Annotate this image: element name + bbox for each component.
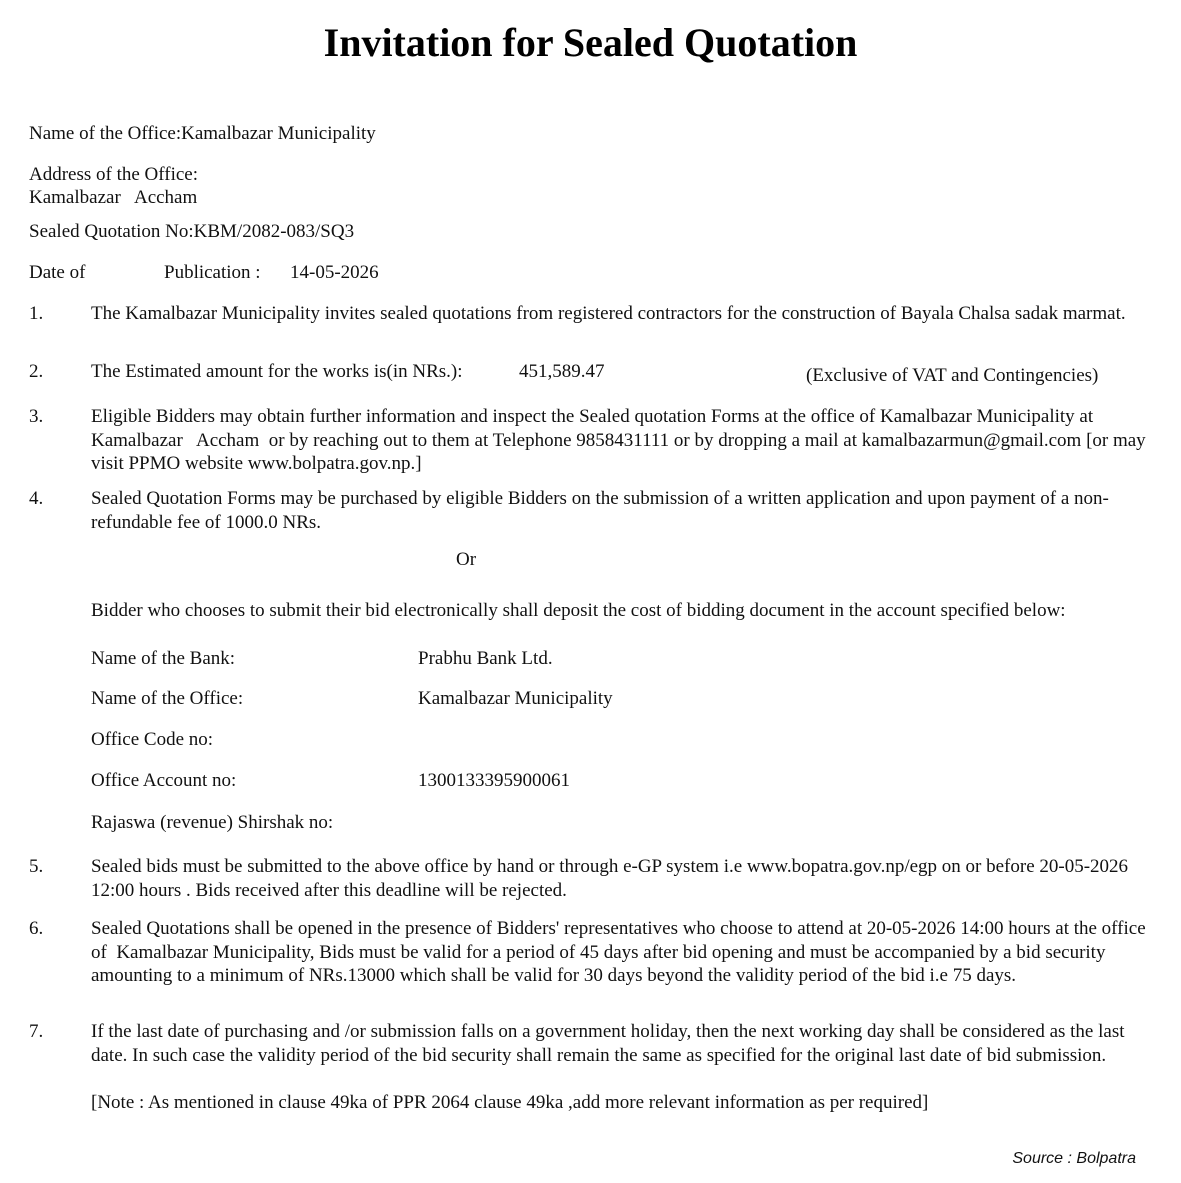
clause-1-text: The Kamalbazar Municipality invites sealed quotations from registered contractors for the construction of Bayala Chalsa sadak marmat. <box>91 303 1126 324</box>
bank-name-value: Prabhu Bank Ltd. <box>418 648 553 669</box>
or-separator: Or <box>456 549 477 570</box>
clause-5-number: 5. <box>29 856 44 877</box>
office-name-label: Name of the Office: <box>91 688 244 709</box>
address-label: Address of the Office: <box>29 164 199 185</box>
clause-4-number: 4. <box>29 488 44 509</box>
clause-3-text: Eligible Bidders may obtain further information and inspect the Sealed quotation Forms at the office of Kamalbazar Municipality at Kamalbazar Accham or by reaching out to them at Telephone 9858431111 or by dropping a mail at kamalbazarmun@gmail.com [or may visit PPMO website www.bolpatra.gov.np.] <box>91 406 1151 474</box>
quotation-number: Sealed Quotation No:KBM/2082-083/SQ3 <box>29 221 355 242</box>
clause-1-number: 1. <box>29 303 44 324</box>
clause-4-text: Sealed Quotation Forms may be purchased by eligible Bidders on the submission of a written application and upon payment of a non-refundable fee of 1000.0 NRs. <box>91 488 1109 533</box>
address-value: Kamalbazar Accham <box>29 187 198 208</box>
office-name-value: Kamalbazar Municipality <box>418 688 613 709</box>
clause-6-text: Sealed Quotations shall be opened in the presence of Bidders' representatives who choose to attend at 20-05-2026 14:00 hours at the office of Kamalbazar Municipality, Bids must be valid for a period of 45 days after bid opening and must be accompanied by a bid security amounting to a minimum of NRs.13000 which shall be valid for 30 days beyond the validity period of the bid i.e 75 days. <box>91 918 1151 986</box>
clause-5-text: Sealed bids must be submitted to the above office by hand or through e-GP system i.e www.bopatra.gov.np/egp on or before 20-05-2026 12:00 hours . Bids received after this deadline will be rejected. <box>91 856 1129 901</box>
clause-6-number: 6. <box>29 918 44 939</box>
publication-label: Publication : <box>164 262 261 283</box>
document-title: Invitation for Sealed Quotation <box>323 20 858 65</box>
clause-3-number: 3. <box>29 406 44 427</box>
clause-2-number: 2. <box>29 361 44 382</box>
source-credit: Source : Bolpatra <box>1012 1150 1136 1167</box>
electronic-bid-text: Bidder who chooses to submit their bid electronically shall deposit the cost of bidding document in the account specified below: <box>91 600 1066 621</box>
clause-2-text: The Estimated amount for the works is(in NRs.): <box>91 361 463 382</box>
vat-note: (Exclusive of VAT and Contingencies) <box>806 365 1099 386</box>
clause-7-note: [Note : As mentioned in clause 49ka of PPR 2064 clause 49ka ,add more relevant information as per required] <box>91 1092 929 1113</box>
date-label: Date of <box>29 262 86 283</box>
office-name-line: Name of the Office:Kamalbazar Municipality <box>29 123 376 144</box>
bank-name-label: Name of the Bank: <box>91 648 236 669</box>
office-account-value: 1300133395900061 <box>418 770 570 791</box>
clause-7-number: 7. <box>29 1021 44 1042</box>
publication-date: 14-05-2026 <box>290 262 379 283</box>
revenue-shirshak-label: Rajaswa (revenue) Shirshak no: <box>91 812 334 833</box>
office-account-label: Office Account no: <box>91 770 237 791</box>
estimated-amount: 451,589.47 <box>519 361 605 382</box>
clause-7-text: If the last date of purchasing and /or submission falls on a government holiday, then the next working day shall be considered as the last date. In such case the validity period of the bid security shall remain the same as specified for the original last date of bid submission. <box>91 1021 1125 1066</box>
office-code-label: Office Code no: <box>91 729 214 750</box>
